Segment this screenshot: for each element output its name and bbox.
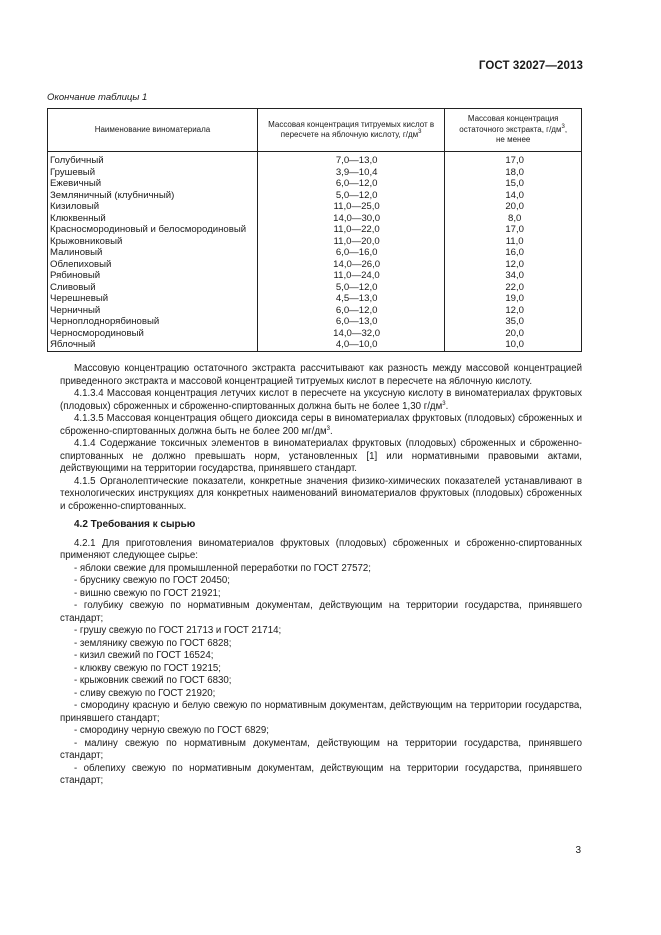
name: Черносмородиновый xyxy=(48,328,258,340)
name: Облепиховый xyxy=(48,259,258,271)
list-item: - крыжовник свежий по ГОСТ 6830; xyxy=(74,675,232,686)
acid-value: 7,0—13,0 xyxy=(257,155,444,167)
paragraph: 4.2.1 Для приготовления виноматериалов фруктовых (плодовых) сброженных и сброженно-спиртованных применяют следующее сырье: xyxy=(60,537,582,561)
list-item: - смородину красную и белую свежую по нормативным документам, действующим на территории государства, принявшего стандарт; xyxy=(60,700,582,724)
acid-value: 6,0—12,0 xyxy=(257,178,444,190)
name: Сливовый xyxy=(48,282,258,294)
extract-value: 16,0 xyxy=(445,247,582,259)
col-header-name: Наименование виноматериала xyxy=(48,109,258,152)
table-row xyxy=(48,190,582,202)
name: Земляничный (клубничный) xyxy=(48,190,258,202)
list-item: - малину свежую по нормативным документам, действующим на территории государства, принявшего стандарт; xyxy=(60,737,582,761)
col-header-extract: Массовая концентрация остаточного экстракта, $г/дм^3$, не менее xyxy=(445,109,582,152)
list-item: - облепиху свежую по нормативным документам, действующим на территории государства, принявшего стандарт; xyxy=(60,762,582,786)
name: Малиновый xyxy=(48,247,258,259)
table-row xyxy=(48,293,582,305)
name: Рябиновый xyxy=(48,270,258,282)
page-number: 3 xyxy=(575,845,581,856)
table-row xyxy=(48,236,582,248)
table-row xyxy=(48,339,582,351)
paragraph: 4.1.4 Содержание токсичных элементов в виноматериалах фруктовых (плодовых) сброженных и сброженно-спиртованных не должно превышать норм, установленных [1] или нормативными правовыми актами, действующими на территории государства, принявшего стандарт. xyxy=(60,438,582,474)
list-item: - яблоки свежие для промышленной переработки по ГОСТ 27572; xyxy=(74,562,371,574)
table-row xyxy=(48,328,582,340)
extract-value: 20,0 xyxy=(445,201,582,213)
acid-value: 5,0—12,0 xyxy=(257,282,444,294)
table-row xyxy=(48,155,582,167)
name: Яблочный xyxy=(48,339,258,351)
table-row xyxy=(48,201,582,213)
paragraph: 4.1.5 Органолептические показатели, конкретные значения физико-химических показателей устанавливают в технологических инструкциях для конкретных наименований виноматериалов фруктовых (плодовых) сброженных и сброженно-спиртованных. xyxy=(60,475,582,512)
extract-value: 12,0 xyxy=(445,305,582,317)
acid-value: 3,9—10,4 xyxy=(257,167,444,179)
name: Голубичный xyxy=(48,155,258,167)
acid-value: 6,0—12,0 xyxy=(257,305,444,317)
acid-value: 14,0—32,0 xyxy=(257,328,444,340)
acid-value: 11,0—22,0 xyxy=(257,224,444,236)
extract-value: 19,0 xyxy=(445,293,582,305)
acid-value: 6,0—16,0 xyxy=(257,247,444,259)
name: Черешневый xyxy=(48,293,258,305)
table-header-row xyxy=(48,109,582,152)
extract-value: 17,0 xyxy=(445,155,582,167)
name: Ежевичный xyxy=(48,178,258,190)
table-row xyxy=(48,305,582,317)
extract-value: 17,0 xyxy=(445,224,582,236)
acid-value: 11,0—25,0 xyxy=(257,201,444,213)
list-item: - сливу свежую по ГОСТ 21920; xyxy=(74,687,216,699)
list-item: - клюкву свежую по ГОСТ 19215; xyxy=(74,662,221,674)
acid-value: 4,0—10,0 xyxy=(257,339,444,351)
list-item: - смородину черную свежую по ГОСТ 6829; xyxy=(74,725,269,736)
paragraph: 4.1.3.4 Массовая концентрация летучих кислот в пересчете на уксусную кислоту в виноматериалах фруктовых (плодовых) сброженных и сброженно-спиртованных должна быть не более 1,30 $г/дм^3$. xyxy=(60,388,582,412)
table-row xyxy=(48,270,582,282)
extract-value: 34,0 xyxy=(445,270,582,282)
extract-value: 35,0 xyxy=(445,316,582,328)
acid-value: 14,0—30,0 xyxy=(257,213,444,225)
extract-value: 15,0 xyxy=(445,178,582,190)
acid-value: 11,0—20,0 xyxy=(257,236,444,248)
acid-value: 5,0—12,0 xyxy=(257,190,444,202)
document-header: ГОСТ 32027—2013 xyxy=(478,60,583,72)
name: Черничный xyxy=(48,305,258,317)
requirements-table xyxy=(47,108,582,352)
table-row xyxy=(48,282,582,294)
extract-value: 10,0 xyxy=(445,339,582,351)
list-item: - голубику свежую по нормативным документам, действующим на территории государства, принявшего стандарт; xyxy=(60,600,582,624)
list-item: - бруснику свежую по ГОСТ 20450; xyxy=(74,575,230,586)
table-caption: Окончание таблицы 1 xyxy=(47,92,148,103)
table-row xyxy=(48,316,582,328)
list-item: - кизил свежий по ГОСТ 16524; xyxy=(74,650,214,661)
extract-value: 18,0 xyxy=(445,167,582,179)
acid-value: 4,5—13,0 xyxy=(257,293,444,305)
body-text xyxy=(60,363,582,788)
name: Крыжовниковый xyxy=(48,236,258,248)
table-row xyxy=(48,247,582,259)
paragraph: Массовую концентрацию остаточного экстракта рассчитывают как разность между массовой концентрацией приведенного экстракта и массовой концентрацией титруемых кислот в пересчете на яблочную кислоту. xyxy=(60,363,582,387)
table-row xyxy=(48,224,582,236)
extract-value: 20,0 xyxy=(445,328,582,340)
extract-value: 14,0 xyxy=(445,190,582,202)
acid-value: 6,0—13,0 xyxy=(257,316,444,328)
acid-value: 14,0—26,0 xyxy=(257,259,444,271)
list-item: - землянику свежую по ГОСТ 6828; xyxy=(74,637,232,649)
extract-value: 11,0 xyxy=(445,236,582,248)
extract-value: 12,0 xyxy=(445,259,582,271)
list-item: - грушу свежую по ГОСТ 21713 и ГОСТ 21714; xyxy=(74,625,282,636)
name: Клюквенный xyxy=(48,213,258,225)
name: Грушевый xyxy=(48,167,258,179)
table-row xyxy=(48,178,582,190)
extract-value: 8,0 xyxy=(445,213,582,225)
table-row xyxy=(48,167,582,179)
acid-value: 11,0—24,0 xyxy=(257,270,444,282)
name: Кизиловый xyxy=(48,201,258,213)
table-row xyxy=(48,259,582,271)
raw-material-list xyxy=(60,563,582,788)
paragraph: 4.1.3.5 Массовая концентрация общего диоксида серы в виноматериалах фруктовых (плодовых) сброженных и сброженно-спиртованных должна быть не более 200 $мг/дм^3$. xyxy=(60,413,582,437)
name: Красносмородиновый и белосмородиновый xyxy=(48,224,258,236)
table-row xyxy=(48,213,582,225)
name: Черноплоднорябиновый xyxy=(48,316,258,328)
section-heading: 4.2 Требования к сырью xyxy=(74,519,196,530)
col-header-acid: Массовая концентрация титруемых кислот в пересчете на яблочную кислоту, $г/дм^3$ xyxy=(257,109,444,152)
extract-value: 22,0 xyxy=(445,282,582,294)
list-item: - вишню свежую по ГОСТ 21921; xyxy=(74,587,221,599)
